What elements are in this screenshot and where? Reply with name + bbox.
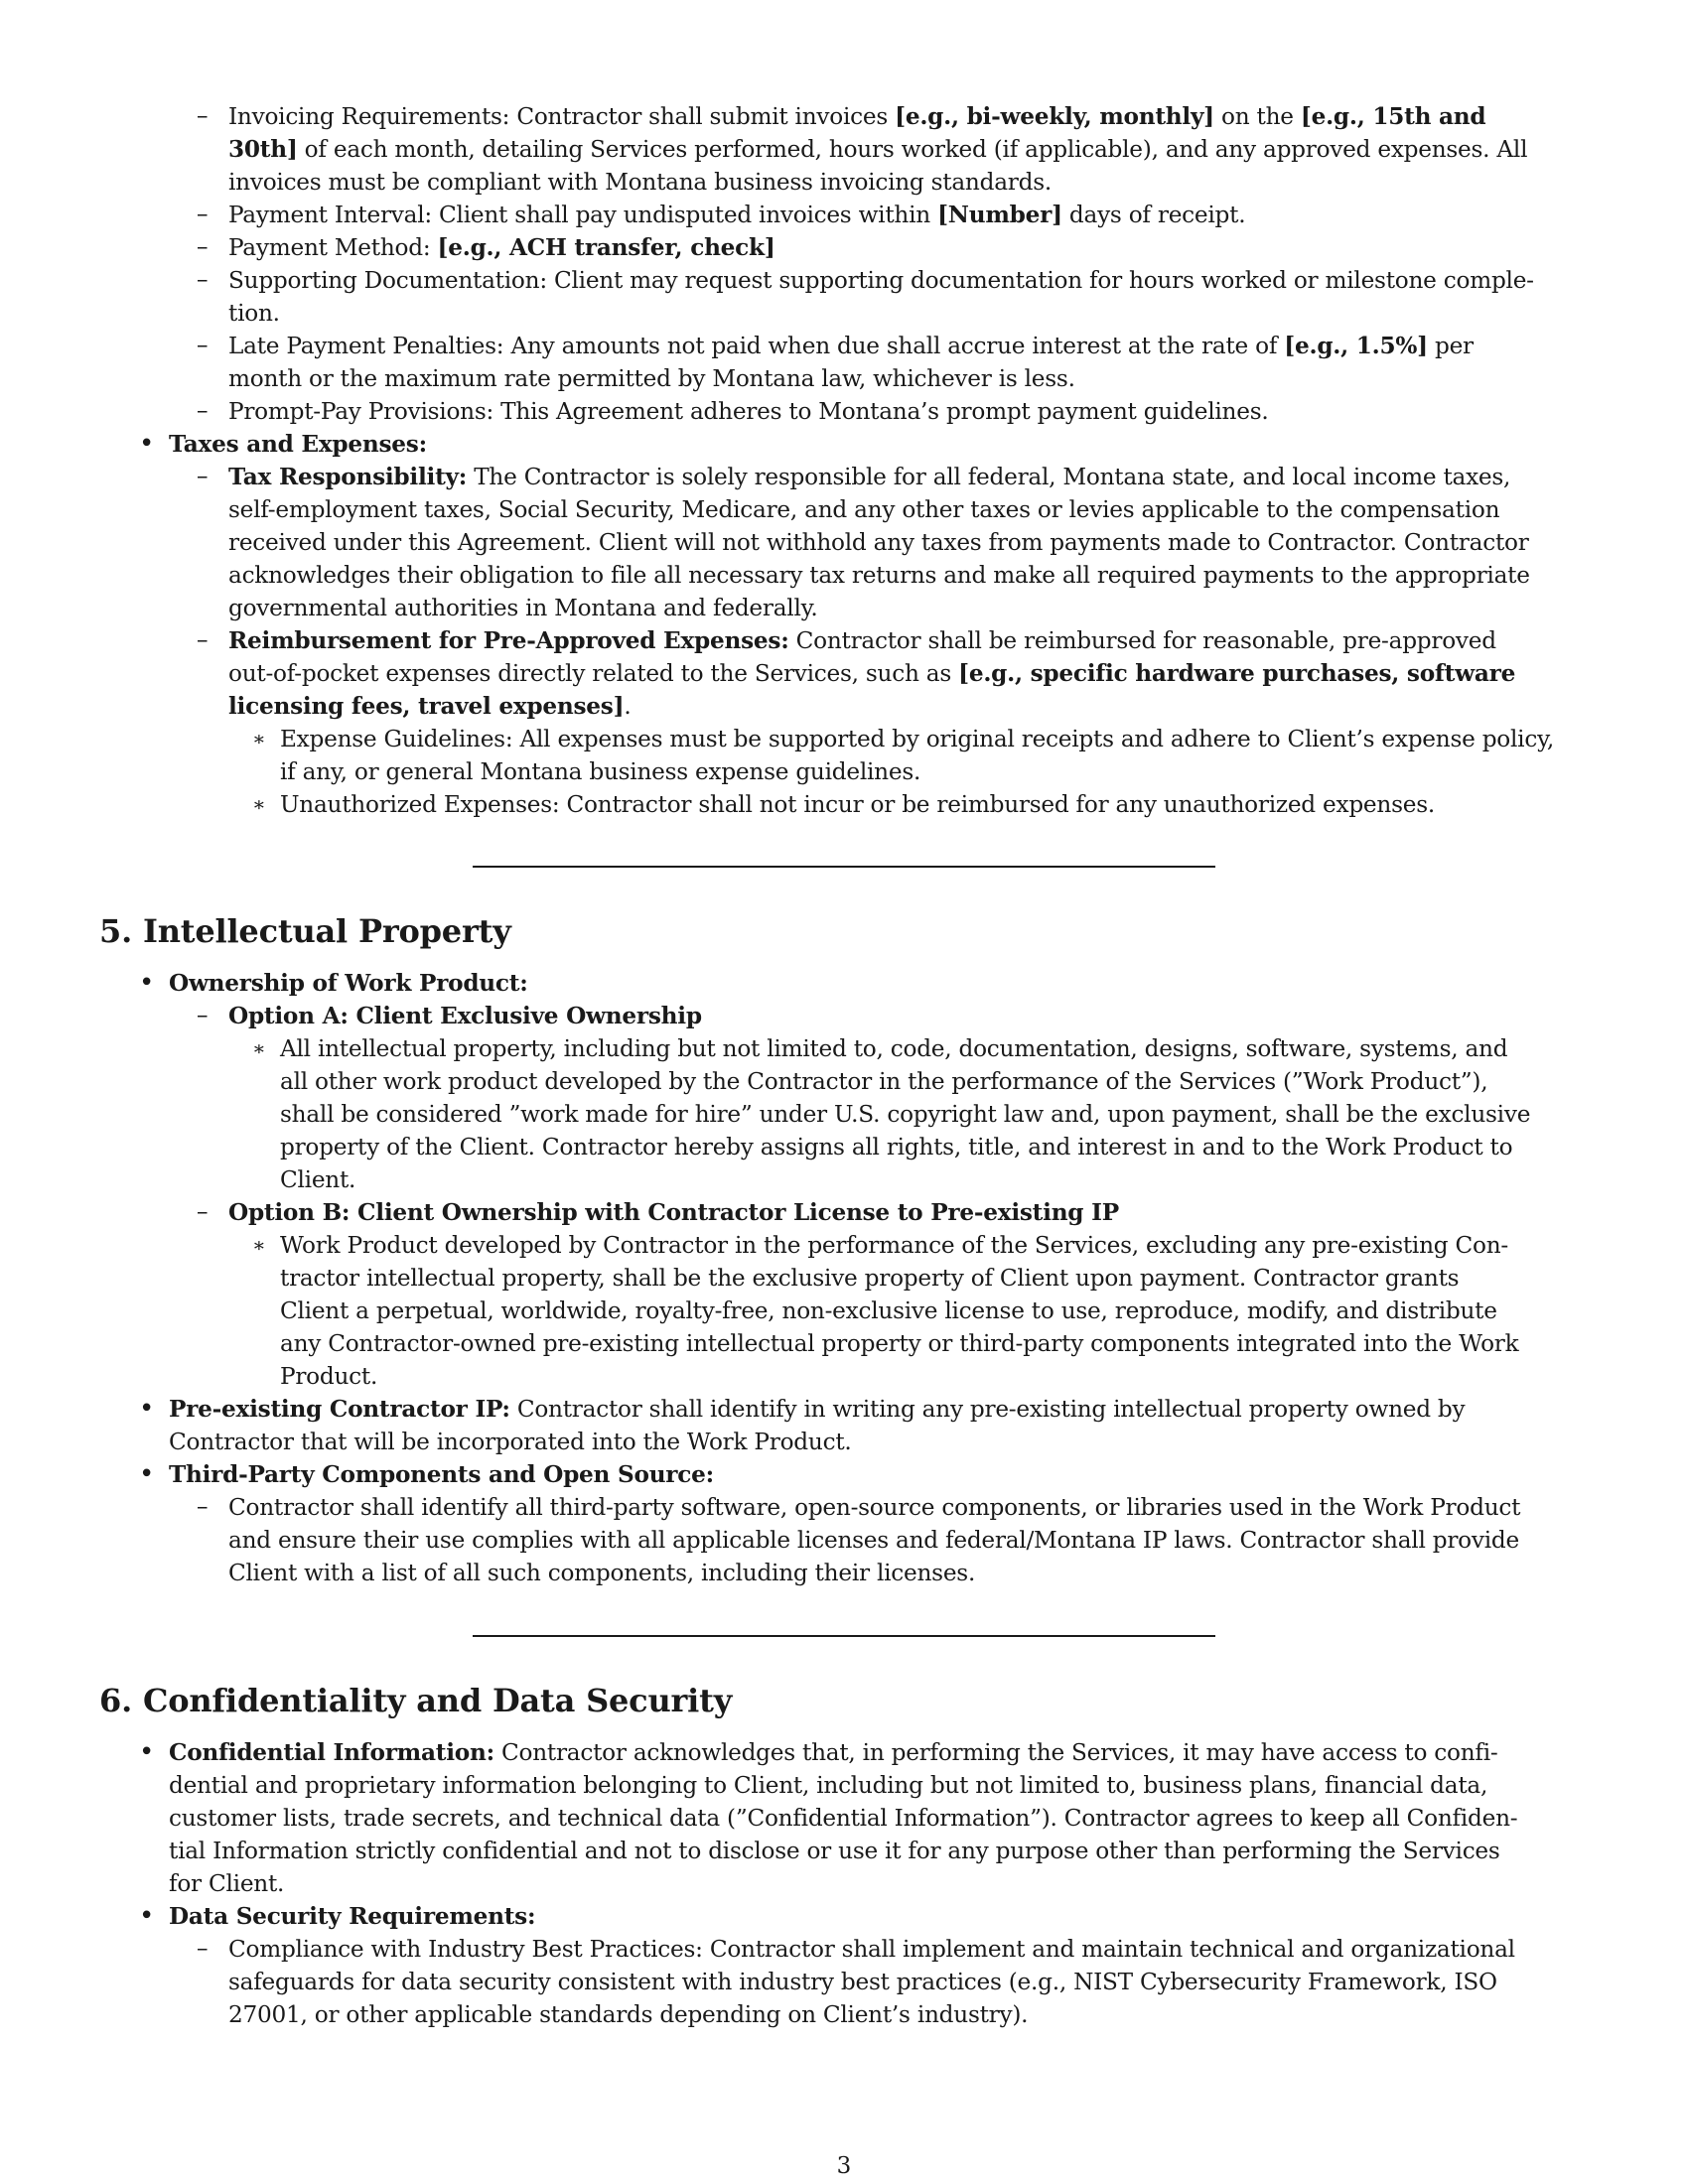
payment-method: Payment Method: [e.g., ACH transfer, check] <box>228 234 775 261</box>
tax-responsibility-line-5: governmental authorities in Montana and federally. <box>228 595 818 621</box>
confidential-info-line-4: tial Information strictly confidential and not to disclose or use it for any purpose other than performing the Services <box>169 1838 1500 1864</box>
option-b-line-2: tractor intellectual property, shall be the exclusive property of Client upon payment. Contractor grants <box>280 1265 1460 1292</box>
option-b-heading: Option B: Client Ownership with Contractor License to Pre-existing IP <box>228 1199 1119 1226</box>
third-party-line-2: and ensure their use complies with all applicable licenses and federal/Montana IP laws. Contractor shall provide <box>228 1527 1519 1554</box>
option-b-line-5: Product. <box>280 1363 378 1390</box>
section-heading-confidentiality: 6. Confidentiality and Data Security <box>99 1682 733 1719</box>
section-divider <box>473 1635 1215 1637</box>
confidential-info-line-2: dential and proprietary information belonging to Client, including but not limited to, business plans, financial data, <box>169 1772 1488 1799</box>
tax-responsibility-line-2: self-employment taxes, Social Security, Medicare, and any other taxes or levies applicable to the compensation <box>228 496 1500 523</box>
confidential-info-line-1: Confidential Information: Contractor acknowledges that, in performing the Services, it may have access to confi- <box>169 1739 1498 1766</box>
reimbursement-line-3: licensing fees, travel expenses]. <box>228 693 632 720</box>
dash-marker: – <box>197 627 209 653</box>
dash-marker: – <box>197 398 209 424</box>
option-b-line-1: Work Product developed by Contractor in the performance of the Services, excluding any pre-existing Con- <box>280 1232 1508 1259</box>
option-a-line-5: Client. <box>280 1166 356 1193</box>
dash-marker: – <box>197 333 209 358</box>
supporting-docs-line-2: tion. <box>228 300 280 327</box>
option-b-line-4: any Contractor-owned pre-existing intellectual property or third-party components integrated into the Work <box>280 1330 1519 1357</box>
option-a-line-3: shall be considered ”work made for hire” under U.S. copyright law and, upon payment, shall be the exclusive <box>280 1101 1531 1128</box>
option-a-line-2: all other work product developed by the Contractor in the performance of the Services (”Work Product”), <box>280 1068 1488 1095</box>
reimbursement-line-1: Reimbursement for Pre-Approved Expenses: Contractor shall be reimbursed for reasonable, pre-approved <box>228 627 1496 654</box>
bullet-marker: • <box>139 1901 155 1931</box>
supporting-docs-line-1: Supporting Documentation: Client may request supporting documentation for hours worked or milestone comple- <box>228 267 1534 294</box>
third-party-line-1: Contractor shall identify all third-party software, open-source components, or libraries used in the Work Product <box>228 1494 1521 1521</box>
expense-guidelines-line-2: if any, or general Montana business expense guidelines. <box>280 758 921 785</box>
star-marker: ∗ <box>252 1036 266 1060</box>
best-practices-line-2: safeguards for data security consistent with industry best practices (e.g., NIST Cybersecurity Framework, ISO <box>228 1969 1497 1995</box>
page-number: 3 <box>836 2153 852 2179</box>
data-security-heading: Data Security Requirements: <box>169 1903 536 1930</box>
best-practices-line-3: 27001, or other applicable standards depending on Client’s industry). <box>228 2001 1029 2028</box>
star-marker: ∗ <box>252 792 266 816</box>
bullet-marker: • <box>139 1394 155 1424</box>
ownership-heading: Ownership of Work Product: <box>169 970 528 997</box>
bullet-marker: • <box>139 1737 155 1767</box>
section-heading-ip: 5. Intellectual Property <box>99 912 511 950</box>
dash-marker: – <box>197 1494 209 1520</box>
dash-marker: – <box>197 1003 209 1028</box>
late-payment-line-1: Late Payment Penalties: Any amounts not paid when due shall accrue interest at the rate of [e.g., 1.5%] per <box>228 333 1474 359</box>
star-marker: ∗ <box>252 1233 266 1257</box>
preexisting-ip-line-1: Pre-existing Contractor IP: Contractor shall identify in writing any pre-existing intellectual property owned by <box>169 1396 1466 1423</box>
reimbursement-line-2: out-of-pocket expenses directly related to the Services, such as [e.g., specific hardware purchases, software <box>228 660 1516 687</box>
option-a-heading: Option A: Client Exclusive Ownership <box>228 1003 702 1029</box>
tax-responsibility-line-3: received under this Agreement. Client will not withhold any taxes from payments made to Contractor. Contractor <box>228 529 1529 556</box>
preexisting-ip-line-2: Contractor that will be incorporated into the Work Product. <box>169 1429 852 1455</box>
option-a-line-4: property of the Client. Contractor hereby assigns all rights, title, and interest in and to the Work Product to <box>280 1134 1513 1160</box>
third-party-heading: Third-Party Components and Open Source: <box>169 1461 714 1488</box>
dash-marker: – <box>197 202 209 227</box>
tax-responsibility-line-1: Tax Responsibility: The Contractor is solely responsible for all federal, Montana state, and local income taxes, <box>228 464 1511 490</box>
expense-guidelines-line-1: Expense Guidelines: All expenses must be supported by original receipts and adhere to Client’s expense policy, <box>280 726 1554 752</box>
taxes-heading: Taxes and Expenses: <box>169 431 427 458</box>
dash-marker: – <box>197 1936 209 1962</box>
bullet-marker: • <box>139 429 155 459</box>
invoicing-line-1: Invoicing Requirements: Contractor shall submit invoices [e.g., bi-weekly, monthly] on the [e.g., 15th and <box>228 103 1486 130</box>
prompt-pay: Prompt-Pay Provisions: This Agreement adheres to Montana’s prompt payment guidelines. <box>228 398 1269 425</box>
star-marker: ∗ <box>252 727 266 751</box>
section-divider <box>473 866 1215 868</box>
payment-interval: Payment Interval: Client shall pay undisputed invoices within [Number] days of receipt. <box>228 202 1246 228</box>
dash-marker: – <box>197 1199 209 1225</box>
unauthorized-expenses: Unauthorized Expenses: Contractor shall not incur or be reimbursed for any unauthorized expenses. <box>280 791 1435 818</box>
dash-marker: – <box>197 464 209 489</box>
dash-marker: – <box>197 234 209 260</box>
option-b-line-3: Client a perpetual, worldwide, royalty-free, non-exclusive license to use, reproduce, modify, and distribute <box>280 1297 1497 1324</box>
dash-marker: – <box>197 267 209 293</box>
invoicing-line-3: invoices must be compliant with Montana business invoicing standards. <box>228 169 1052 196</box>
confidential-info-line-3: customer lists, trade secrets, and technical data (”Confidential Information”). Contractor agrees to keep all Confiden- <box>169 1805 1518 1832</box>
bullet-marker: • <box>139 1459 155 1489</box>
best-practices-line-1: Compliance with Industry Best Practices: Contractor shall implement and maintain technical and organizational <box>228 1936 1515 1963</box>
option-a-line-1: All intellectual property, including but not limited to, code, documentation, designs, software, systems, and <box>280 1035 1508 1062</box>
third-party-line-3: Client with a list of all such components, including their licenses. <box>228 1560 976 1586</box>
late-payment-line-2: month or the maximum rate permitted by Montana law, whichever is less. <box>228 365 1075 392</box>
tax-responsibility-line-4: acknowledges their obligation to file all necessary tax returns and make all required payments to the appropriate <box>228 562 1530 589</box>
dash-marker: – <box>197 103 209 129</box>
confidential-info-line-5: for Client. <box>169 1870 285 1897</box>
bullet-marker: • <box>139 968 155 998</box>
invoicing-line-2: 30th] of each month, detailing Services performed, hours worked (if applicable), and any approved expenses. All <box>228 136 1528 163</box>
